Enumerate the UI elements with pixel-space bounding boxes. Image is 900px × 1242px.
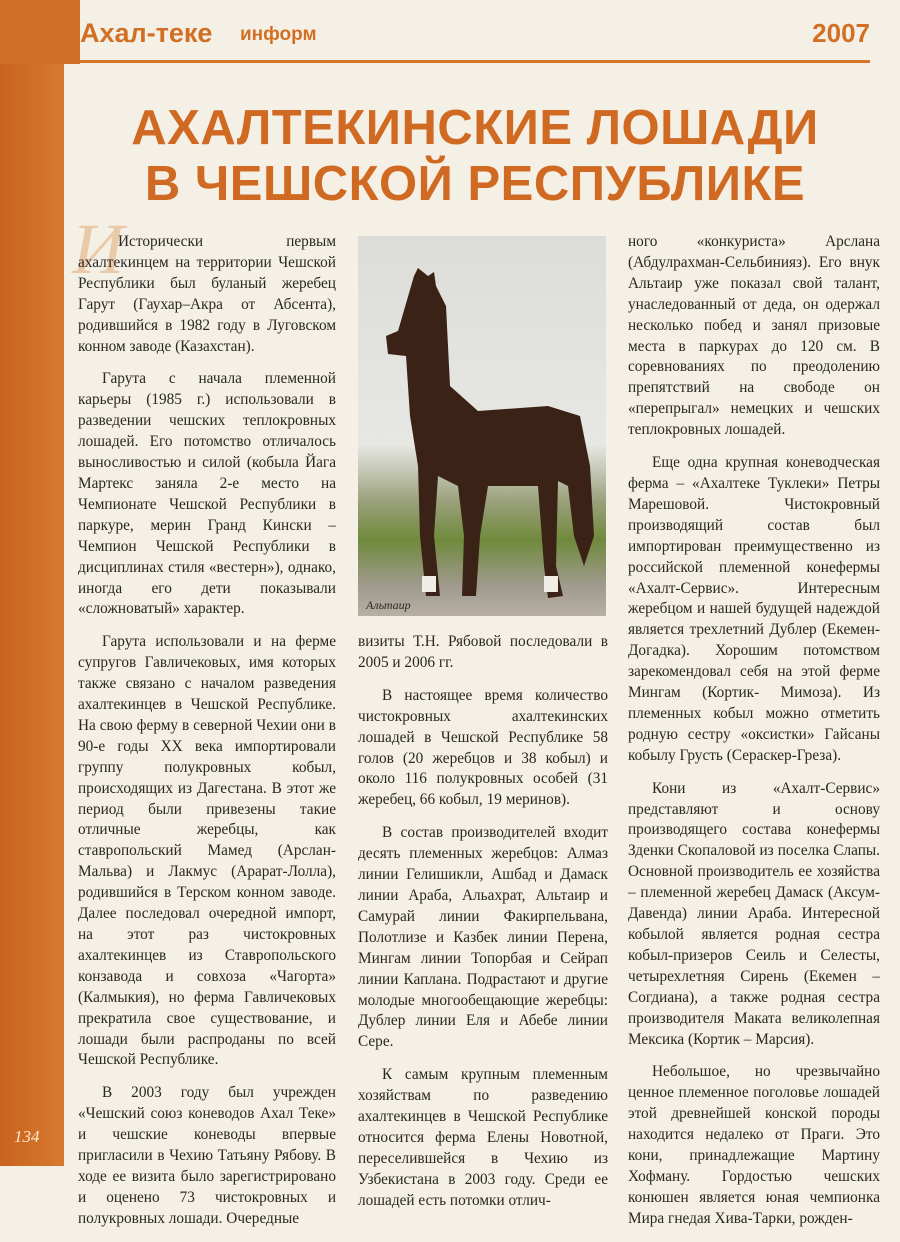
paragraph: Кони из «Ахалт-Сервис» представляют и основу производящего состава конефермы Зденки Скопаловой из поселка Слапы. Основной производитель ее хозяйства – племенной жеребец Дамаск (Аксум-Давенда) линии Араба. Интересной кобылой является родная сестра кобыл-призеров Сеиль и Селесты, четырехлетняя Сирень (Екемен – Согдиана), а также родная сестра производителя Маката великолепная Мексика (Кортик – Марсия). [628,779,880,1048]
horse-silhouette-icon [358,236,606,616]
paragraph: Еще одна крупная коневодческая ферма – «Ахалтеке Туклеки» Петры Марешовой. Чистокровный производящий состав был импортирован преимущественно из российской племенной конефермы «Ахалт-Сервис». Интересным жеребцом и нашей будущей надеждой является трехлетний Дублер (Екемен- Догадка). Хорошим потомством зарекомендовал себя на этой ферме Мингам (Кортик- Мимоза). Из племенных кобыл можно отметить родную сестру «оксистки» Гайсаны кобылу Грусть (Сераскер-Греза). [628,454,880,764]
horse-photo [358,236,606,616]
magazine-brand: Ахал-теке [80,18,213,48]
dropcap-letter: И [72,209,124,289]
issue-year: 2007 [812,18,870,48]
left-color-band [0,0,64,1166]
text-column-2 [358,632,608,1224]
page-number: 134 [14,1127,40,1146]
paragraph: Исторически первым ахалтекинцем на территории Чешской Республики был буланый жеребец Гарут (Гаухар–Акра от Абсента), родившийся в 1982 году в Луговском конном заводе (Казахстан). [78,233,336,355]
text-column-1 [78,232,336,1242]
paragraph: К самым крупным племенным хозяйствам по разведению ахалтекинцев в Чешской Республике относится ферма Елены Новотной, переселившейся в Чехию из Узбекистана в 2003 году. Среди ее лошадей есть потомки отлич- [358,1066,608,1209]
paragraph: Гарута с начала племенной карьеры (1985 г.) использовали в разведении чешских теплокровных лошадей. Его потомство отличалось выносливостью и силой (кобыла Йага Мартекс заняла 2-е место на Чемпионате Чешской Республики в паркуре, мерин Гранд Кински – Чемпион Чешской Республики в дисциплинах стиля «вестерн»), однако, иногда его дети показывали «сложноватый» характер. [78,370,336,618]
paragraph: В настоящее время количество чистокровных ахалтекинских лошадей в Чешской Республике 58 голов (20 жеребцов и 38 кобыл) и около 116 полукровных особей (31 жеребец, 66 кобыл, 19 меринов). [358,686,608,809]
paragraph: Небольшое, но чрезвычайно ценное племенное поголовье лошадей этой древнейшей конской породы находится недалеко от Праги. Это кони, принадлежащие Мартину Хофману. Гордостью чешских конюшен является юная чемпионка Мира гнедая Хива-Тарки, рожден- [628,1063,880,1227]
article-title [80,100,870,212]
paragraph: визиты Т.Н. Рябовой последовали в 2005 и 2006 гг. [358,633,608,671]
photo-caption: Альтаир [366,598,411,612]
paragraph: В 2003 году был учрежден «Чешский союз коневодов Ахал Теке» и чешские коневоды впервые пригласили в Чехию Татьяну Рябову. В ходе ее визита было зарегистрировано и оценено 73 чистокровных и полукровных лошади. Очередные [78,1084,336,1227]
paragraph: Гарута использовали и на ферме супругов Гавличековых, имя которых также связано с началом разведения ахалтекинцев в Чешской Республике. На свою ферму в северной Чехии они в 90-е годы XX века импортировали группу полукровных кобыл, происходящих из Дагестана. В этот же период были привезены такие отличные жеребцы, как ставропольский Мамед (Арслан-Мальва) и Лакмус (Арарат-Лолла), родившийся в Терском конном заводе. Далее последовал очередной импорт, на этот раз чистокровных ахалтекинцев из Ставропольского конзавода и совхоза «Чагорта» (Калмыкия), но ферма Гавличековых прекратила свое существование, и лошади были распроданы по всей Чешской Республике. [78,633,336,1069]
left-band-top [0,0,80,64]
page-header [80,14,870,63]
text-column-3 [628,232,880,1242]
paragraph: В состав производителей входит десять племенных жеребцов: Алмаз линии Гелишикли, Ашбад и Дамаск линии Араба, Альахрат, Альтаир и Самурай линии Факирпельвана, Полотлизе и Казбек линии Перена, Мингам линии Топорбая и Сейрап линии Каплана. Подрастают и другие молодые многообещающие жеребцы: Дублер линии Еля и Абебе линии Сере. [358,824,608,1051]
title-line-2: В ЧЕШСКОЙ РЕСПУБЛИКЕ [144,157,806,211]
paragraph: ного «конкуриста» Арслана (Абдулрахман-Сельбинияз). Его внук Альтаир уже показал свой талант, унаследованный от деда, он одержал несколько побед и занял призовые места в паркурах до 120 см. В соревнованиях по преодолению препятствий на свободе он «перепрыгал» немецких и чешских теплокровных лошадей. [628,233,880,439]
magazine-brand-sub: информ [240,24,317,45]
title-line-1: АХАЛТЕКИНСКИЕ ЛОШАДИ [131,101,819,155]
